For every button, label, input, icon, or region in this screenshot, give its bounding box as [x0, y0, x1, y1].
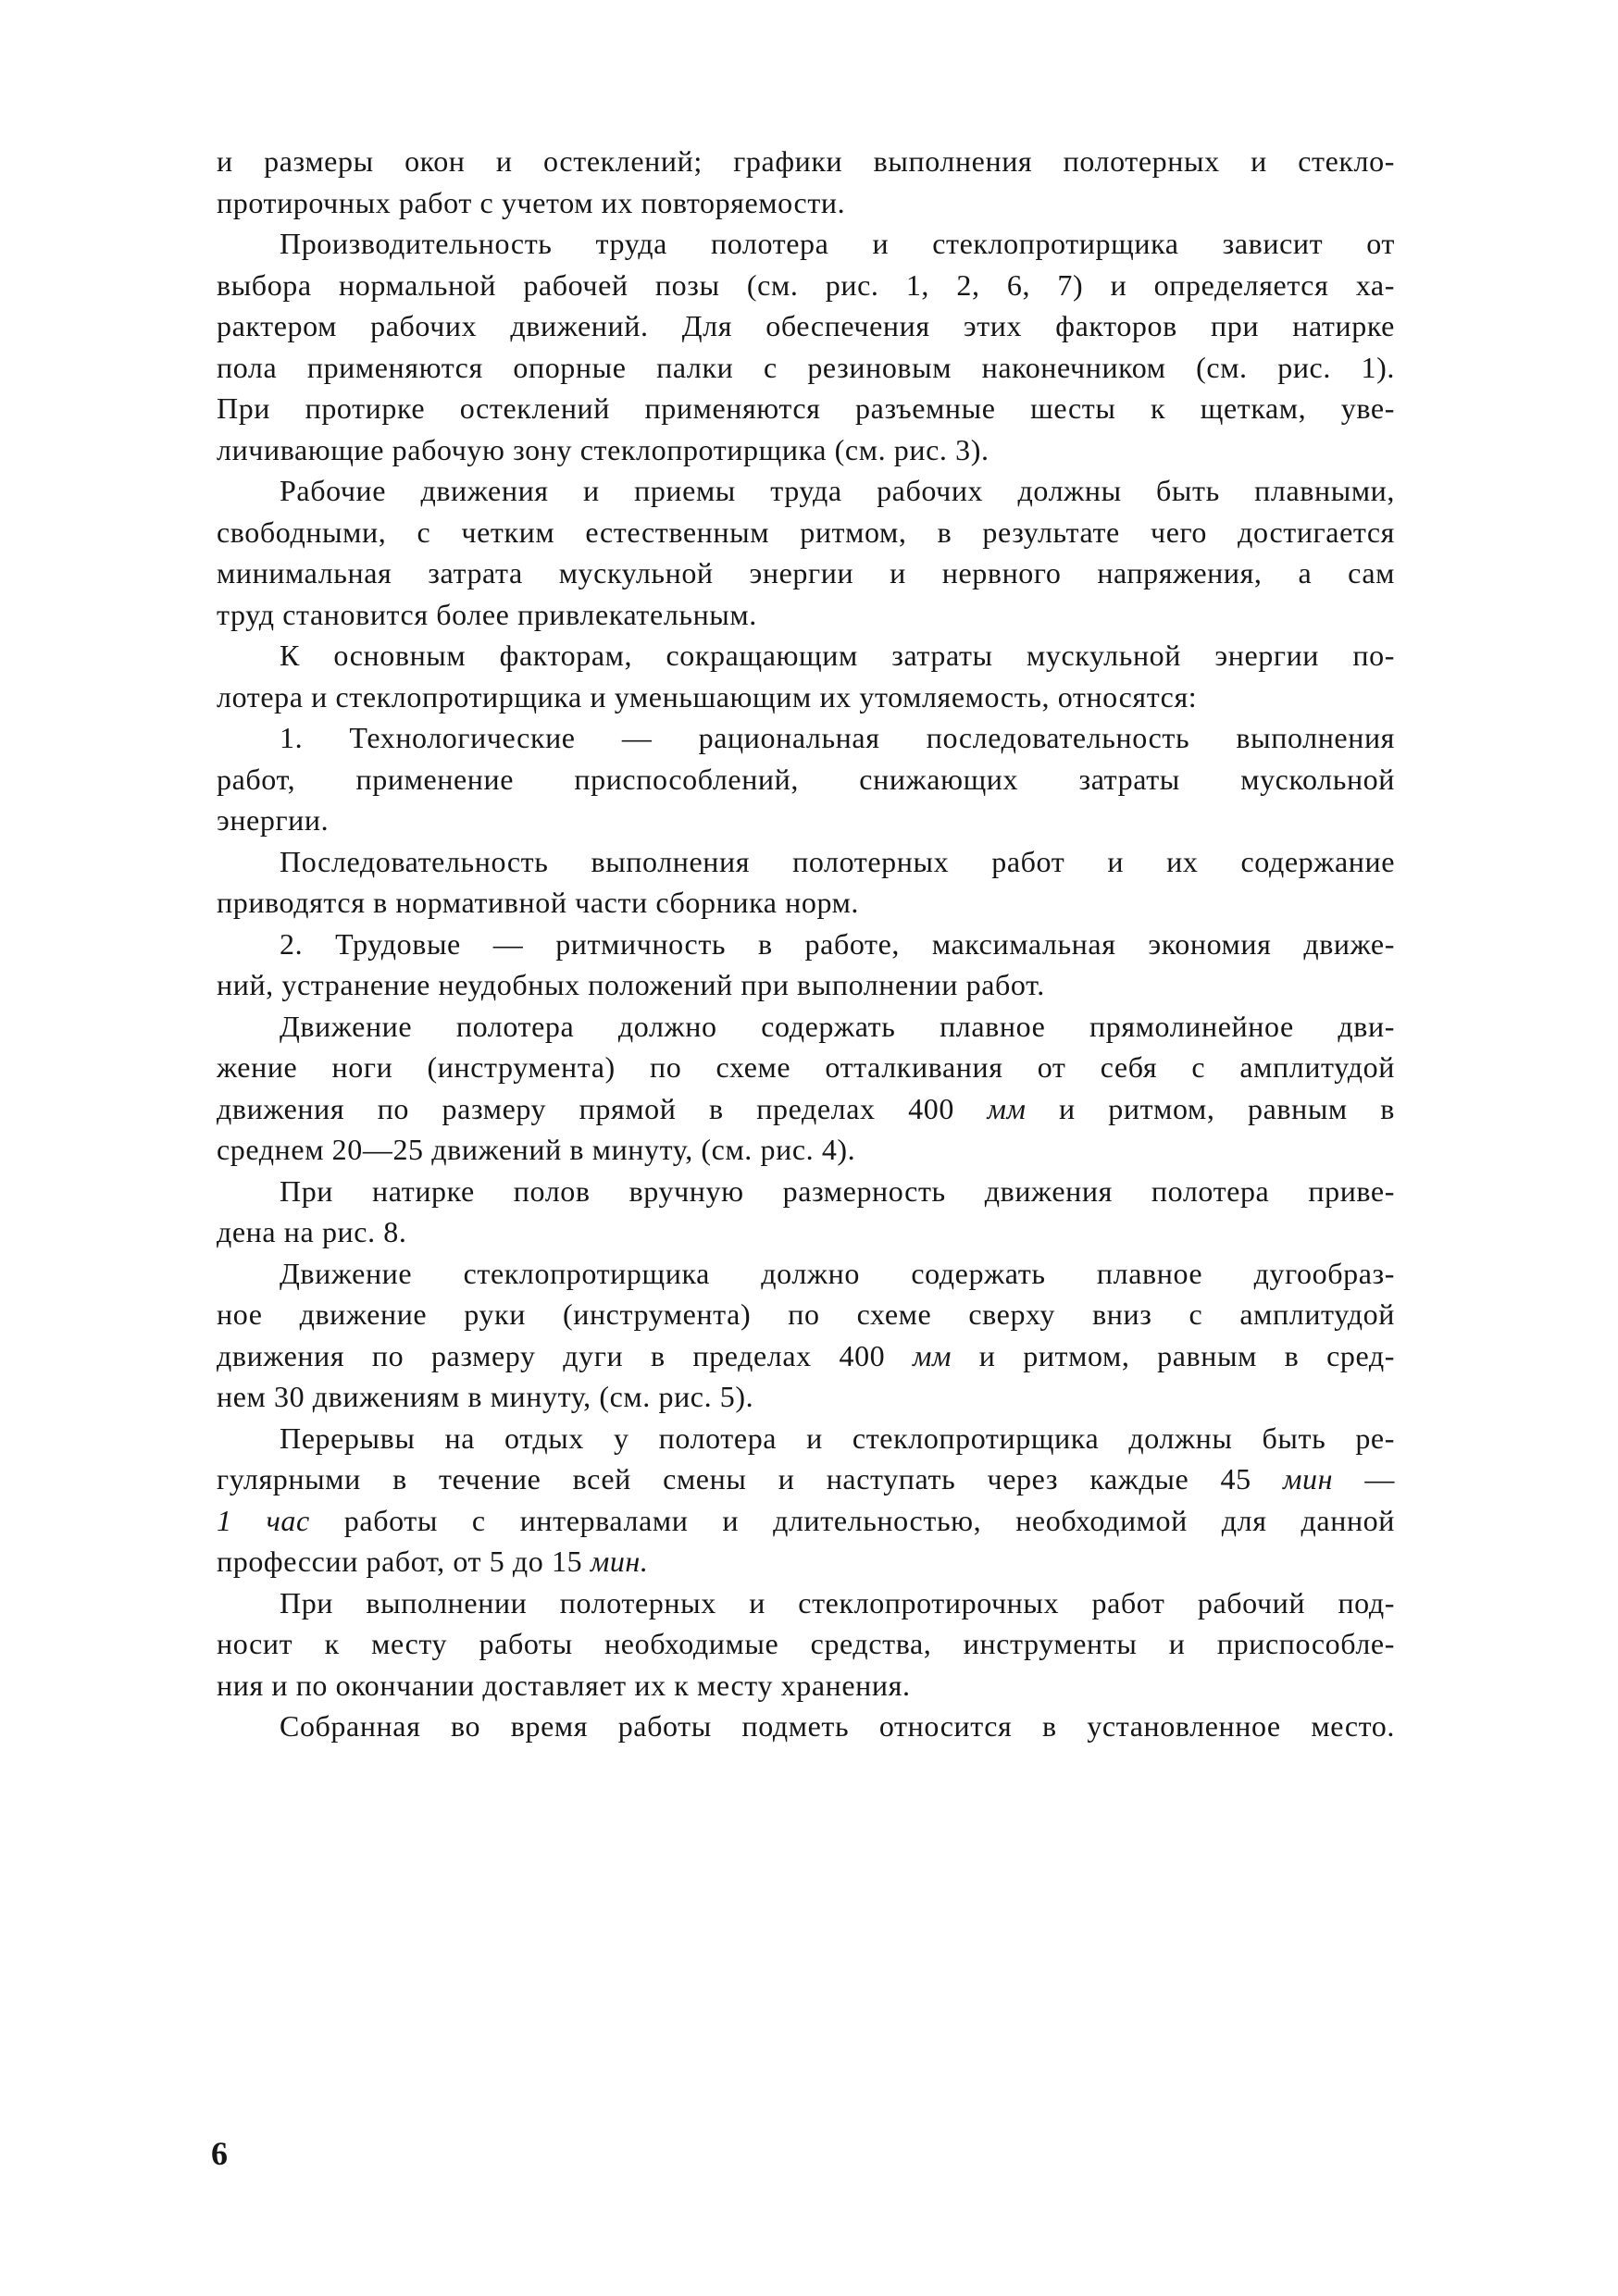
text-segment: энергии. [217, 803, 330, 837]
text-segment: К основным факторам, сокращающим затраты мускульной энергии по- [280, 639, 1395, 672]
text-segment: Движение стеклопротирщика должно содержать плавное дугообраз- [280, 1256, 1395, 1290]
text-line [217, 1376, 1395, 1418]
text-segment: 2. Трудовые — ритмичность в работе, максимальная экономия движе- [280, 926, 1395, 961]
text-segment: и ритмом, равным в сред- [952, 1338, 1396, 1372]
text-line [217, 1129, 1395, 1171]
text-segment: носит к месту работы необходимые средства, инструменты и приспособле- [217, 1627, 1395, 1660]
text-line [217, 347, 1395, 389]
text-line [217, 1458, 1395, 1500]
text-line [217, 1171, 1395, 1212]
text-line [217, 964, 1395, 1006]
text-line [217, 223, 1395, 265]
page-number: 6 [211, 2135, 228, 2172]
text-line [217, 676, 1395, 718]
text-segment: свободными, с четким естественным ритмом, в результате чего достигается [217, 515, 1395, 549]
text-line [217, 552, 1395, 594]
text-segment: и размеры окон и остеклений; графики выполнения полотерных и стекло- [217, 144, 1395, 178]
text-line [217, 1211, 1395, 1253]
text-line [217, 1623, 1395, 1665]
italic-unit: 1 час [217, 1503, 310, 1537]
text-line [217, 800, 1395, 841]
text-line [217, 265, 1395, 306]
text-segment: дена на рис. 8. [217, 1215, 407, 1248]
text-line [217, 1335, 1395, 1377]
text-line [217, 1088, 1395, 1130]
text-segment: При натирке полов вручную размерность движения полотера приве- [280, 1173, 1395, 1208]
text-segment: и ритмом, равным в [1026, 1091, 1395, 1125]
text-segment: При протирке остеклений применяются разъемные шесты к щеткам, уве- [217, 391, 1395, 425]
text-line [217, 141, 1395, 182]
text-segment: среднем 20—25 движений в минуту, (см. рис. 4). [217, 1133, 856, 1166]
text-segment: ний, устранение неудобных положений при выполнении работ. [217, 968, 1045, 1001]
text-segment: ное движение руки (инструмента) по схеме сверху вниз с амплитудой [217, 1297, 1395, 1331]
text-segment: работы с интервалами и длительностью, необходимой для данной [309, 1503, 1395, 1537]
text-line [217, 717, 1395, 759]
text-segment: труд становится более привлекательным. [217, 597, 757, 631]
text-line [217, 841, 1395, 883]
italic-unit: мин [1283, 1462, 1334, 1496]
text-line [217, 1006, 1395, 1048]
text-line [217, 1253, 1395, 1295]
text-segment: нем 30 движениям в минуту, (см. рис. 5). [217, 1380, 754, 1413]
text-line [217, 1418, 1395, 1459]
italic-unit: мин. [590, 1545, 649, 1578]
text-segment: жение ноги (инструмента) по схеме отталкивания от себя с амплитудой [217, 1050, 1395, 1084]
text-segment: Собранная во время работы подметь относится в установленное место. [280, 1709, 1395, 1743]
text-segment: минимальная затрата мускульной энергии и нервного напряжения, а сам [217, 556, 1395, 590]
text-segment: рактером рабочих движений. Для обеспечения этих факторов при натирке [217, 309, 1395, 342]
text-line [217, 1706, 1395, 1747]
text-line [217, 1294, 1395, 1335]
italic-unit: мм [913, 1338, 952, 1372]
text-segment: Движение полотера должно содержать плавное прямолинейное дви- [280, 1009, 1395, 1043]
text-segment: профессии работ, от 5 до 15 [217, 1545, 591, 1578]
text-segment: Производительность труда полотера и стеклопротирщика зависит от [280, 227, 1395, 260]
text-segment: выбора нормальной рабочей позы (см. рис. 1, 2, 6, 7) и определяется ха- [217, 267, 1395, 302]
text-line [217, 1582, 1395, 1624]
text-segment: ния и по окончании доставляет их к месту хранения. [217, 1668, 911, 1702]
text-line [217, 594, 1395, 636]
body-text [217, 141, 1395, 1747]
text-segment: пола применяются опорные палки с резиновым наконечником (см. рис. 1). [217, 350, 1395, 384]
text-line [217, 512, 1395, 553]
text-segment: лотера и стеклопротирщика и уменьшающим их утомляемость, относятся: [217, 679, 1198, 714]
text-line [217, 924, 1395, 965]
text-segment: Рабочие движения и приемы труда рабочих должны быть плавными, [280, 474, 1395, 507]
text-segment: Последовательность выполнения полотерных работ и их содержание [280, 844, 1395, 878]
text-segment: протирочных работ с учетом их повторяемости. [217, 185, 846, 219]
text-segment: Перерывы на отдых у полотера и стеклопротирщика должны быть ре- [280, 1421, 1395, 1455]
text-line [217, 1500, 1395, 1542]
text-segment: приводятся в нормативной части сборника норм. [217, 886, 860, 919]
text-line [217, 470, 1395, 512]
text-segment: гулярными в течение всей смены и наступать через каждые 45 [217, 1462, 1284, 1496]
text-line [217, 388, 1395, 429]
text-segment: — [1333, 1462, 1396, 1496]
text-segment: 1. Технологические — рациональная последовательность выполнения [280, 721, 1395, 754]
text-line [217, 305, 1395, 347]
text-segment: личивающие рабочую зону стеклопротирщика (см. рис. 3). [217, 432, 989, 466]
text-line [217, 429, 1395, 471]
text-line [217, 759, 1395, 800]
text-line [217, 882, 1395, 924]
italic-unit: мм [987, 1091, 1027, 1125]
text-segment: движения по размеру дуги в пределах 400 [217, 1338, 913, 1372]
text-line [217, 1665, 1395, 1706]
text-line [217, 1541, 1395, 1582]
text-segment: При выполнении полотерных и стеклопротирочных работ рабочий под- [280, 1585, 1395, 1620]
text-line [217, 1047, 1395, 1088]
text-line [217, 182, 1395, 224]
text-line [217, 635, 1395, 676]
text-segment: движения по размеру прямой в пределах 400 [217, 1091, 988, 1125]
text-segment: работ, применение приспособлений, снижающих затраты мускольной [217, 762, 1395, 796]
